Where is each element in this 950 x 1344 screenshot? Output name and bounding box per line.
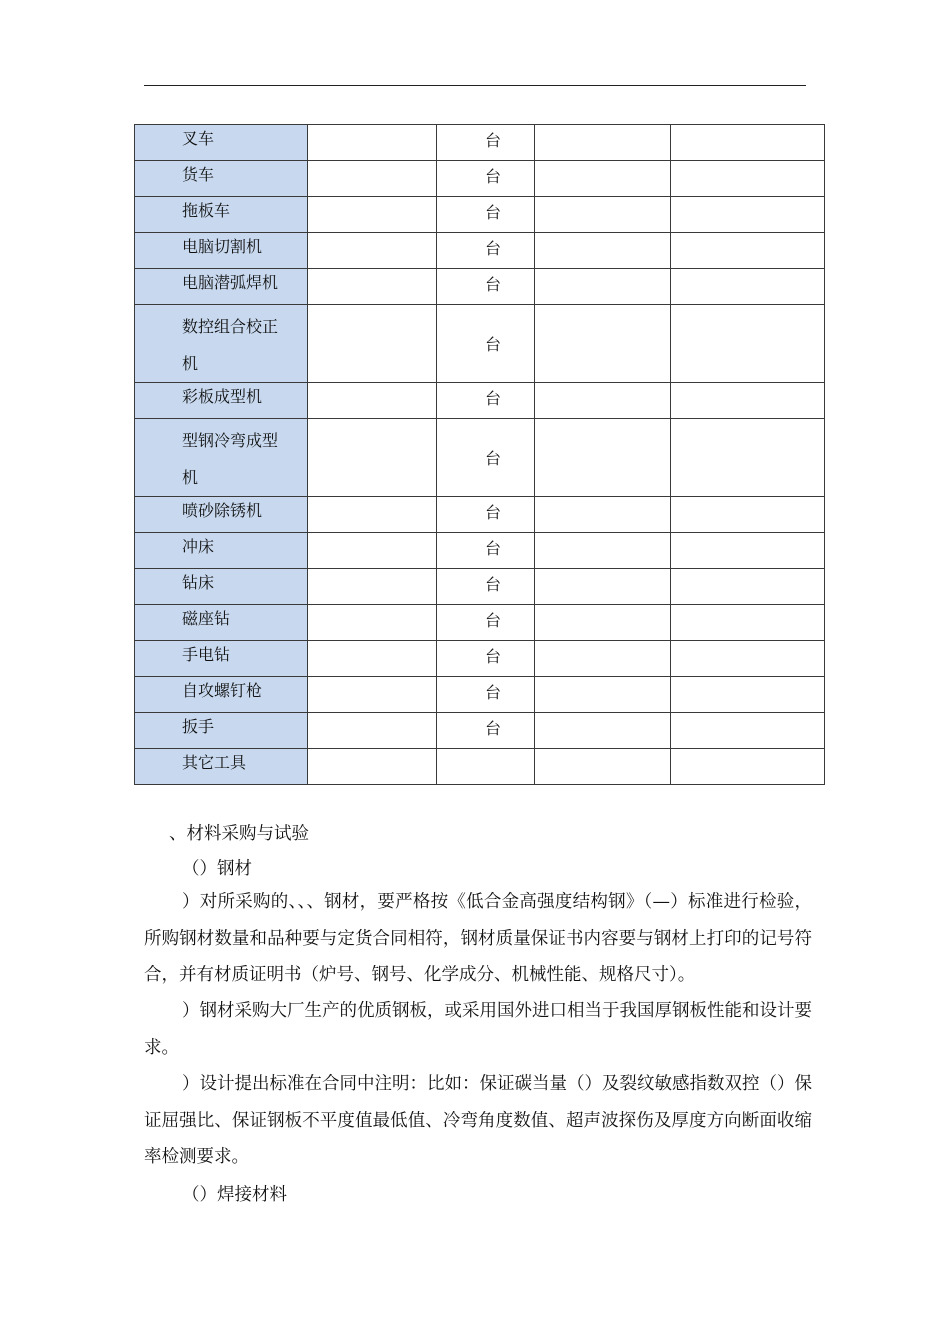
unit-cell: 台: [437, 305, 535, 383]
header-rule: [144, 85, 806, 86]
unit-cell: 台: [437, 419, 535, 497]
unit-cell: 台: [437, 533, 535, 569]
equipment-name-cell: 电脑潜弧焊机: [135, 269, 308, 305]
equipment-table: [134, 124, 825, 785]
remark-cell: [671, 569, 825, 605]
equipment-name-cell: 磁座钻: [135, 605, 308, 641]
unit-cell: 台: [437, 197, 535, 233]
quantity-cell: [535, 749, 671, 785]
unit-cell: 台: [437, 713, 535, 749]
table-row: [135, 125, 825, 161]
unit-cell: 台: [437, 605, 535, 641]
unit-cell: [437, 749, 535, 785]
spec-cell: [308, 533, 437, 569]
quantity-cell: [535, 569, 671, 605]
spec-cell: [308, 233, 437, 269]
table-row: [135, 749, 825, 785]
quantity-cell: [535, 641, 671, 677]
table-row: [135, 497, 825, 533]
section-heading: 、材料采购与试验: [169, 824, 309, 844]
equipment-name-cell: 其它工具: [135, 749, 308, 785]
remark-cell: [671, 713, 825, 749]
quantity-cell: [535, 713, 671, 749]
table-row: [135, 161, 825, 197]
equipment-name-cell: 喷砂除锈机: [135, 497, 308, 533]
table-row: [135, 305, 825, 383]
unit-cell: 台: [437, 161, 535, 197]
unit-cell: 台: [437, 569, 535, 605]
spec-cell: [308, 125, 437, 161]
remark-cell: [671, 197, 825, 233]
equipment-name-cell: 叉车: [135, 125, 308, 161]
equipment-name-cell: 自攻螺钉枪: [135, 677, 308, 713]
remark-cell: [671, 605, 825, 641]
equipment-name-cell: 电脑切割机: [135, 233, 308, 269]
spec-cell: [308, 419, 437, 497]
remark-cell: [671, 497, 825, 533]
equipment-name-cell: 数控组合校正机: [135, 305, 308, 383]
remark-cell: [671, 233, 825, 269]
remark-cell: [671, 677, 825, 713]
table-row: [135, 641, 825, 677]
paragraph-steel-inspection: ）对所采购的、、、钢材，要严格按《低合金高强度结构钢》（—）标准进行检验，所购钢材数量和品种要与定货合同相符，钢材质量保证书内容要与钢材上打印的记号符合，并有材质证明书（炉号、钢号、化学成分、机械性能、规格尺寸）。: [144, 892, 812, 985]
quantity-cell: [535, 419, 671, 497]
unit-cell: 台: [437, 641, 535, 677]
equipment-name-cell: 型钢冷弯成型机: [135, 419, 308, 497]
quantity-cell: [535, 383, 671, 419]
table-row: [135, 269, 825, 305]
equipment-name-cell: 货车: [135, 161, 308, 197]
equipment-name-cell: 扳手: [135, 713, 308, 749]
spec-cell: [308, 269, 437, 305]
remark-cell: [671, 125, 825, 161]
spec-cell: [308, 677, 437, 713]
table-row: [135, 569, 825, 605]
quantity-cell: [535, 605, 671, 641]
quantity-cell: [535, 197, 671, 233]
spec-cell: [308, 605, 437, 641]
remark-cell: [671, 749, 825, 785]
paragraph-design-standards: ）设计提出标准在合同中注明：比如：保证碳当量（）及裂纹敏感指数双控（）保证屈强比、保证钢板不平度值最低值、冷弯角度数值、超声波探伤及厚度方向断面收缩率检测要求。: [144, 1074, 812, 1167]
table-row: [135, 197, 825, 233]
remark-cell: [671, 419, 825, 497]
table-row: [135, 419, 825, 497]
spec-cell: [308, 641, 437, 677]
table-row: [135, 677, 825, 713]
quantity-cell: [535, 677, 671, 713]
quantity-cell: [535, 233, 671, 269]
table-row: [135, 233, 825, 269]
equipment-name-cell: 彩板成型机: [135, 383, 308, 419]
table-row: [135, 713, 825, 749]
spec-cell: [308, 305, 437, 383]
quantity-cell: [535, 533, 671, 569]
quantity-cell: [535, 125, 671, 161]
spec-cell: [308, 197, 437, 233]
spec-cell: [308, 497, 437, 533]
unit-cell: 台: [437, 383, 535, 419]
quantity-cell: [535, 305, 671, 383]
quantity-cell: [535, 269, 671, 305]
spec-cell: [308, 569, 437, 605]
unit-cell: 台: [437, 125, 535, 161]
remark-cell: [671, 383, 825, 419]
remark-cell: [671, 641, 825, 677]
subsection-welding-materials: （）焊接材料: [182, 1185, 287, 1205]
remark-cell: [671, 305, 825, 383]
unit-cell: 台: [437, 269, 535, 305]
table-row: [135, 533, 825, 569]
remark-cell: [671, 533, 825, 569]
table-row: [135, 605, 825, 641]
equipment-name-cell: 拖板车: [135, 197, 308, 233]
subsection-steel: （）钢材: [182, 859, 252, 879]
equipment-name-cell: 手电钻: [135, 641, 308, 677]
paragraph-steel-procurement: ）钢材采购大厂生产的优质钢板，或采用国外进口相当于我国厚钢板性能和设计要求。: [144, 1001, 812, 1058]
remark-cell: [671, 161, 825, 197]
quantity-cell: [535, 497, 671, 533]
quantity-cell: [535, 161, 671, 197]
spec-cell: [308, 161, 437, 197]
spec-cell: [308, 749, 437, 785]
remark-cell: [671, 269, 825, 305]
unit-cell: 台: [437, 497, 535, 533]
spec-cell: [308, 383, 437, 419]
equipment-name-cell: 钻床: [135, 569, 308, 605]
unit-cell: 台: [437, 677, 535, 713]
unit-cell: 台: [437, 233, 535, 269]
equipment-name-cell: 冲床: [135, 533, 308, 569]
spec-cell: [308, 713, 437, 749]
table-row: [135, 383, 825, 419]
